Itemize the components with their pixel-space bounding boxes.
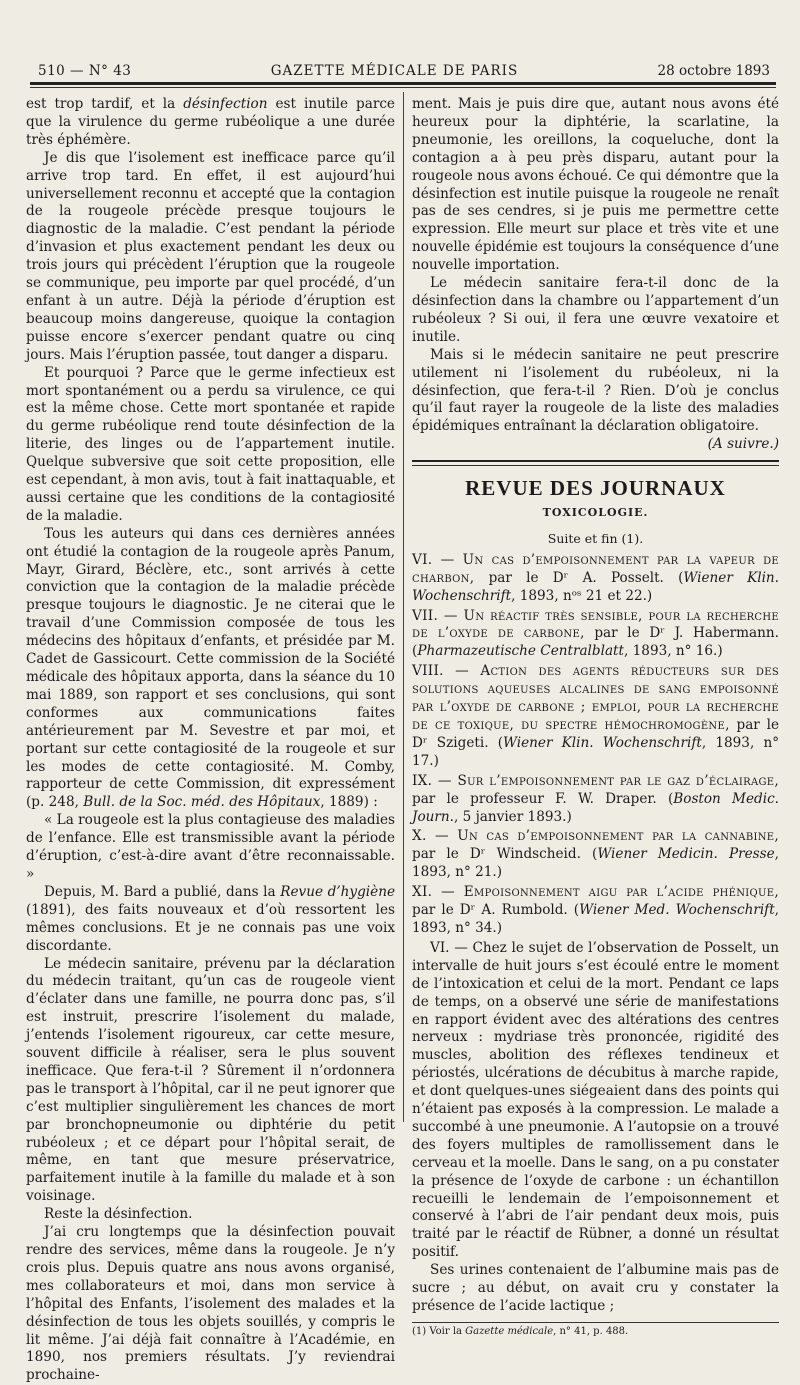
paragraph: Ses urines contenaient de l’albumine mais pas de sucre ; au début, on avait cru y constater la présence de l’acide lactique ; xyxy=(412,1262,779,1314)
article-entry: IX. — Sur l’empoisonnement par le gaz d’éclairage, par le professeur F. W. Draper. (Boston Medic. Journ., 5 janvier 1893.) xyxy=(412,772,780,825)
footnote: (1) Voir la Gazette médicale, n° 41, p. 488. xyxy=(412,1325,629,1337)
to-be-continued: (A suivre.) xyxy=(707,436,779,453)
paragraph: Depuis, M. Bard a publié, dans la Revue d’hygiène (1891), des faits nouveaux et d’où ressortent les mêmes conclusions. Et je ne connais pas une voix discordante. xyxy=(26,883,396,954)
page-number: 510 — N° 43 xyxy=(38,63,132,79)
subsection-heading: TOXICOLOGIE. xyxy=(542,506,649,520)
column-divider xyxy=(403,92,404,1122)
article-entry: X. — Un cas d’empoisonnement par la cannabine, par le Dʳ Windscheid. (Wiener Medicin. Presse, 1893, n° 21.) xyxy=(412,828,779,881)
right-column xyxy=(412,96,779,1338)
paragraph: Et pourquoi ? Parce que le germe infectieux est mort spontanément ou a perdu sa virulence, ce qui est la même chose. Cette mort spontanée et rapide du germe rubéolique rend toute désinfection de la literie, des linges ou de l’appartement inutile. Quelque subversive que soit cette proposition, elle est cependant, à mon avis, tout à fait inattaquable, et aussi certaine que les conditions de la contagiosité de la maladie. xyxy=(26,364,395,524)
header-rule xyxy=(30,82,776,85)
page-header xyxy=(38,57,770,79)
paragraph: Reste la désinfection. xyxy=(44,1206,193,1223)
paragraph: J’ai cru longtemps que la désinfection pouvait rendre des services, même dans la rougeole. Je n’y crois plus. Depuis quatre ans nous avons organisé, mes collaborateurs et moi, dans mon service à l’hôpital des Enfants, l’isolement des malades et la désinfection de tous les objets souillés, y compris le lit même. J’ai déjà fait connaître à l’Académie, en 1890, nos premiers résultats. J’y reviendrai prochaine- xyxy=(26,1224,395,1384)
journal-title: GAZETTE MÉDICALE DE PARIS xyxy=(270,63,519,79)
continuation-note: Suite et fin (1). xyxy=(547,530,644,546)
paragraph: ment. Mais je puis dire que, autant nous avons été heureux pour la diphtérie, la scarlatine, la pneumonie, les oreillons, la coqueluche, dont la contagion a à peu près disparu, autant pour la rougeole nous avons échoué. Ce qui démontre que la désinfection est inutile puisque la rougeole ne renaît pas de ses cendres, si je puis me permettre cette expression. Elle meurt sur place et très vite et une nouvelle épidémie est toujours la conséquence d’une nouvelle importation. xyxy=(412,96,779,274)
footnote-rule xyxy=(412,1322,779,1323)
article-entry: VII. — Un réactif très sensible, pour la recherche de l’oxyde de carbone, par le Dʳ J. Habermann. (Pharmazeutische Centralblatt, 1893, n° 16.) xyxy=(412,607,779,660)
article-entry: XI. — Empoisonnement aigu par l’acide phénique, par le Dʳ A. Rumbold. (Wiener Med. Wochenschrift, 1893, n° 34.) xyxy=(412,884,779,936)
issue-date: 28 octobre 1893 xyxy=(657,63,770,79)
article-entry: VIII. — Action des agents réducteurs sur des solutions aqueuses alcalines de sang empoisonné par l’oxyde de carbone ; emploi, pour la recherche de ce toxique, du spectre hémochromogène, par le Dʳ Szigeti. (Wiener Klin. Wochenschrift, 1893, n° 17.) xyxy=(412,663,780,769)
paragraph: Je dis que l’isolement est inefficace parce qu’il arrive trop tard. En effet, il est aujourd’hui universellement reconnu et accepté que la contagion de la rougeole précède presque toujours le diagnostic de la maladie. C’est pendant la période d’invasion et plus exactement pendant les deux ou trois jours qui précèdent l’éruption que la rougeole se communique, peu importe par quel procédé, d’un enfant à un autre. Déjà la période d’éruption est beaucoup moins dangereuse, quoique la contagion puisse encore s’exercer pendant quatre ou cinq jours. Mais l’éruption passée, tout danger a disparu. xyxy=(26,149,395,363)
paragraph: Le médecin sanitaire fera-t-il donc de la désinfection dans la chambre ou l’appartement d’un rubéoleux ? Si oui, il fera une œuvre vexatoire et inutile. xyxy=(412,275,779,345)
section-rule xyxy=(412,460,779,462)
paragraph: Le médecin sanitaire, prévenu par la déclaration du médecin traitant, qu’un cas de rougeole vient d’éclater dans une famille, ne pourra donc pas, s’il est instruit, prescrire l’isolement du malade, j’entends l’isolement rigoureux, car cette mesure, souvent difficile à réaliser, sera le plus souvent inefficace. Que fera-t-il ? Sûrement il n’ordonnera pas le transport à l’hôpital, car il ne peut ignorer que c’est multiplier singulièrement les chances de mort par bronchopneumonie ou diphtérie du petit rubéoleux ; et ce départ pour l’hôpital serait, de même, en tant que mesure préservatrice, parfaitement inutile à la famille du malade et à son voisinage. xyxy=(26,955,395,1205)
article-entry: VI. — Un cas d’empoisonnement par la vapeur de charbon, par le Dʳ A. Posselt. (Wiener Klin. Wochenschrift, 1893, nᵒˢ 21 et 22.) xyxy=(412,551,780,604)
paragraph: Mais si le médecin sanitaire ne peut prescrire utilement ni l’isolement du rubéoleux, ni la désinfection, que fera-t-il ? Rien. D’où je conclus qu’il faut rayer la rougeole de la liste des maladies épidémiques entraînant la déclaration obligatoire. xyxy=(412,346,779,435)
paragraph: VI. — Chez le sujet de l’observation de Posselt, un intervalle de huit jours s’est écoulé entre le moment de l’intoxication et celui de la mort. Pendant ce laps de temps, on a observé une série de manifestations en rapport évident avec des altérations des centres nerveux : mydriase très prononcée, rigidité des muscles, abolition des réflexes tendineux et périostés, ulcérations de décubitus à marche rapide, et dont quelques-unes siégeaient dans des points qui n’étaient pas exposés à la compression. Le malade a succombé à une pneumonie. A l’autopsie on a trouvé des foyers multiples de ramollissement dans le cerveau et la moelle. Dans le sang, on a pu constater la présence de l’oxyde de carbone : un échantillon recueilli le lendemain de l’empoisonnement et conservé à l’abri de l’air pendant deux mois, puis traité par le réactif de Rübner, a donné un résultat positif. xyxy=(412,939,779,1261)
paragraph: est trop tardif, et la désinfection est inutile parce que la virulence du germe rubéolique a une durée très éphémère. xyxy=(26,96,395,148)
quotation: « La rougeole est la plus contagieuse des maladies de l’enfance. Elle est transmissible avant la période d’éruption, c’est-à-dire avant d’être reconnaissable. » xyxy=(26,812,395,882)
section-heading: REVUE DES JOURNAUX xyxy=(465,476,726,501)
header-rule-thin xyxy=(30,87,776,88)
paragraph: Tous les auteurs qui dans ces dernières années ont étudié la contagion de la rougeole après Panum, Mayr, Girard, Béclère, etc., sont arrivés à cette conviction que la contagion de la maladie précède presque toujours le diagnostic. Je ne citerai que le travail d’une Commission composée de tous les médecins des hôpitaux d’enfants, et présidée par M. Cadet de Gassicourt. Cette commission de la Société médicale des hôpitaux apporta, dans la séance du 10 mai 1889, son rapport et ses conclusions, qui sont conformes aux communications faites antérieurement par M. Sevestre et par moi, et portant sur cette contagiosité de la rougeole et sur les modes de cette contagiosité. M. Comby, rapporteur de cette Commission, dit expressément (p. 248, Bull. de la Soc. méd. des Hôpitaux, 1889) : xyxy=(26,525,395,811)
section-rule-thin xyxy=(412,465,779,466)
left-column xyxy=(26,96,395,1385)
article-list xyxy=(412,552,779,938)
